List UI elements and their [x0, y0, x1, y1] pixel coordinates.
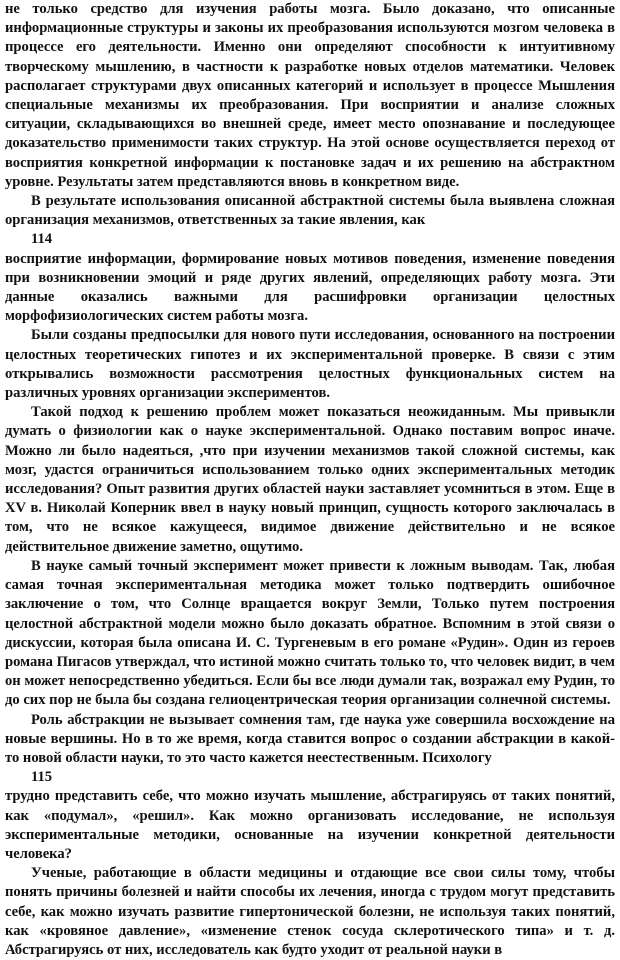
paragraph-6: В науке самый точный эксперимент может привести к ложным выводам. Так, любая самая точная экспериментальная методика может только подтвердить ошибочное заключение о том, что Солнце вращается вокруг Земли, Только путем построения целостной абстрактной модели можно было доказать обратное. Вспомним в этой связи о дискуссии, которая была описана И. С. Тургеневым в его романе «Рудин». Один из героев романа Пигасов утверждал, что истиной можно считать только то, что человек видит, в чем он может непосредственно убедиться. Если бы все люди думали так, возражал ему Рудин, то до сих пор не была бы создана гелиоцентрическая теория организации солнечной системы. [5, 557, 615, 709]
paragraph-1: не только средство для изучения работы мозга. Было доказано, что описанные информационные структуры и законы их преобразования используются мозгом человека в процессе его деятельности. Именно они определяют способности к интуитивному творческому мышлению, в частности к разработке новых отделов математики. Человек располагает структурами двух описанных категорий и использует в процессе Мышления специальные механизмы их преобразования. При восприятии и анализе сложных ситуации, складывающихся во внешней среде, имеет место опознавание и последующее доказательство применимости таких структур. На этой основе осуществляется переход от восприятия конкретной информации к постановке задач и их решению на абстрактном уровне. Результаты затем представляются вновь в конкретном виде. [5, 1, 615, 190]
paragraph-4: Были созданы предпосылки для нового пути исследования, основанного на построении целостных теоретических гипотез и их экспериментальной проверке. В связи с этим открывались возможности рассмотрения целостных функциональных систем на различных уровнях организации экспериментов. [5, 327, 615, 402]
paragraph-7: Роль абстракции не вызывает сомнения там, где наука уже совершила восхождение на новые вершины. Но в то же время, когда ставится вопрос о создании абстракции в какой-то новой области науки, то это часто кажется неестественным. Психологу [5, 711, 615, 766]
page-number-115: 115 [31, 769, 53, 786]
paragraph-2: В результате использования описанной абстрактной системы была выявлена сложная организация механизмов, ответственных за такие явления, как [5, 193, 615, 229]
paragraph-8: трудно представить себе, что можно изучать мышление, абстрагируясь от таких понятий, как «подумал», «решил». Как можно организовать исследование, не используя экспериментальные методики, основанные на изучении конкретной деятельности человека? [5, 788, 615, 862]
page-number-114: 114 [31, 231, 53, 248]
paragraph-5: Такой подход к решению проблем может показаться неожиданным. Мы привыкли думать о физиологии как о науке экспериментальной. Однако поставим вопрос иначе. Можно ли было надеяться, ,что при изучении механизмов такой сложной системы, как мозг, удастся ограничиться использованием только одних экспериментальных методик исследования? Опыт развития других областей науки заставляет усомниться в этом. Еще в XV в. Николай Коперник ввел в науку новый принцип, сущность которого заключалась в том, что не всякое кажущееся, видимое движение действительно и не всякое действительное движение заметно, ощутимо. [5, 404, 615, 555]
paragraph-9: Ученые, работающие в области медицины и отдающие все свои силы тому, чтобы понять причины болезней и найти способы их лечения, иногда с трудом могут представить себе, как можно изучать развитие гипертонической болезни, не используя таких понятий, как «кровяное давление», «изменение стенок сосуда склеротического типа» и т. д. Абстрагируясь от них, исследователь как будто уходит от реальной науки в [5, 865, 615, 958]
paragraph-3: восприятие информации, формирование новых мотивов поведения, изменение поведения при возникновении эмоций и ряде других явлений, определяющих работу мозга. Эти данные оказались важными для расшифровки организации целостных морфофизиологических систем работы мозга. [5, 250, 615, 325]
